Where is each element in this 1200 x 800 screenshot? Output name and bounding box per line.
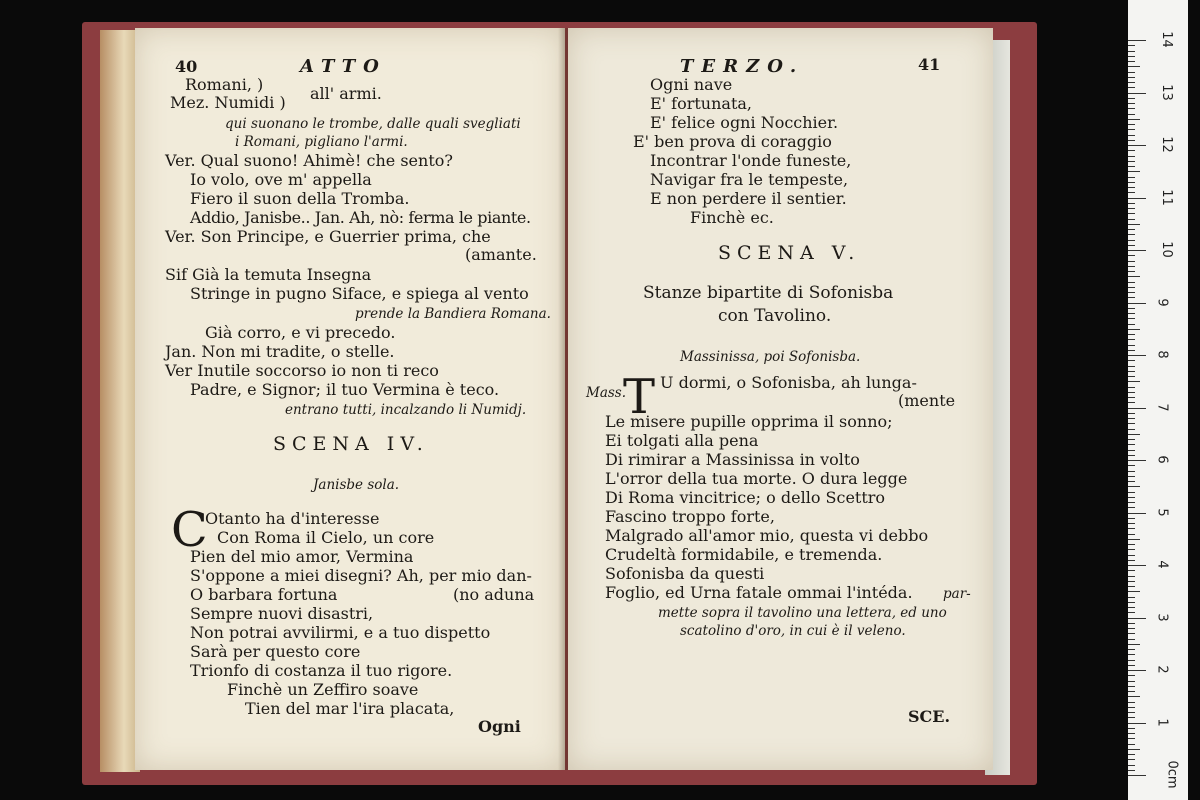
text-line: E' ben prova di coraggio [633,132,832,151]
ruler-number: 8 [1154,350,1170,359]
ruler-tick [1128,245,1135,246]
text-line: Romani, ) [185,75,264,94]
ruler-number: 11 [1158,188,1174,206]
aria-line: Otanto ha d'interesse [205,509,380,528]
ruler-tick [1128,775,1146,776]
speech-line: Ei tolgati alla pena [605,431,759,450]
ruler-tick [1128,618,1146,619]
ruler-tick [1128,93,1146,94]
ruler-tick [1128,203,1135,204]
ruler-tick [1128,607,1135,608]
ruler-tick [1128,549,1135,550]
ruler-tick [1128,518,1135,519]
ruler-tick [1128,733,1135,734]
ruler-tick [1128,129,1135,130]
ruler-tick [1128,156,1135,157]
ruler-tick [1128,591,1140,592]
ruler-tick [1128,276,1140,277]
ruler-tick [1128,502,1135,503]
speech-line: L'orror della tua morte. O dura legge [605,469,908,488]
ruler-tick [1128,334,1135,335]
ruler-tick [1128,654,1135,655]
page-number: 40 [175,57,198,76]
ruler-tick [1128,681,1135,682]
aria-line: Pien del mio amor, Vermina [190,547,414,566]
ruler-tick [1128,418,1135,419]
speech-line: Sofonisba da questi [605,564,765,583]
ruler-tick [1128,182,1135,183]
ruler-tick [1128,145,1146,146]
ruler-number: 0cm [1164,760,1180,789]
ruler-tick [1128,240,1135,241]
ruler-tick [1128,696,1140,697]
catchword: Ogni [478,717,521,736]
text-line: E' fortunata, [650,94,752,113]
ruler-tick [1128,602,1135,603]
ruler-tick [1128,140,1135,141]
page-number: 41 [918,55,941,74]
ruler-number: 1 [1154,717,1170,727]
aria-line: Sempre nuovi disastri, [190,604,374,623]
ruler-tick [1128,765,1135,766]
ruler-number: 12 [1158,136,1174,153]
speaker-label: Mass. [586,385,627,401]
speech-line: Di Roma vincitrice; o dello Scettro [605,488,886,507]
ruler-tick [1128,266,1135,267]
ruler-tick [1128,744,1135,745]
ruler-tick [1128,392,1135,393]
ruler-number: 2 [1154,665,1170,674]
ruler-tick [1128,77,1135,78]
ruler-tick [1128,56,1135,57]
text-line: Finchè ec. [690,208,774,227]
ruler-tick [1128,455,1135,456]
ruler-number: 4 [1154,560,1170,569]
ruler-tick [1128,229,1135,230]
ruler-tick [1128,660,1135,661]
ruler-tick [1128,513,1146,514]
ruler-tick [1128,261,1135,262]
ruler-tick [1128,282,1135,283]
ruler-tick [1128,98,1135,99]
ruler-tick [1128,402,1135,403]
stage-direction: mette sopra il tavolino una lettera, ed uno [658,605,947,621]
ruler-tick [1128,686,1135,687]
ruler-tick [1128,439,1135,440]
ruler-tick [1128,371,1135,372]
ruler-tick [1128,124,1135,125]
ruler-tick [1128,66,1140,67]
aria-line: S'oppone a miei disegni? Ah, per mio dan- [190,566,532,585]
ruler-tick [1128,612,1135,613]
ruler-tick [1128,507,1135,508]
text-line: Jan. Non mi tradite, o stelle. [165,342,395,361]
ruler-tick [1128,297,1135,298]
text-line: Mez. Numidi ) [170,93,286,112]
aria-line: O barbara fortuna [190,585,338,604]
ruler-tick [1128,397,1135,398]
ruler-tick [1128,759,1135,760]
ruler-tick [1128,224,1140,225]
ruler-tick [1128,717,1135,718]
ruler-tick [1128,649,1135,650]
text-line: Io volo, ove m' appella [190,170,372,189]
ruler-tick [1128,250,1146,251]
text-line: Ver. Qual suono! Ahimè! che sento? [165,151,453,170]
ruler-number: 13 [1158,83,1174,101]
ruler-tick [1128,555,1135,556]
aria-line: Con Roma il Cielo, un core [217,528,435,547]
ruler-tick [1128,171,1140,172]
text-line: Navigar fra le tempeste, [650,170,849,189]
ruler-tick [1128,738,1135,739]
ruler-tick [1128,339,1135,340]
aria-line: Tien del mar l'ira placata, [245,699,455,718]
ruler-tick [1128,586,1135,587]
running-head: TERZO. [680,56,805,77]
ruler-tick [1128,539,1140,540]
text-line: E non perdere il sentier. [650,189,847,208]
ruler-tick [1128,114,1135,115]
stage-direction: entrano tutti, incalzando li Numidj. [285,402,527,418]
ruler-tick [1128,749,1140,750]
scene-heading: SCENA V. [718,242,861,264]
ruler-tick [1128,271,1135,272]
text-line: Addio, Janisbe.. Jan. Ah, nò: ferma le piante. [190,208,531,227]
ruler-tick [1128,408,1146,409]
ruler-tick [1128,523,1135,524]
ruler-tick [1128,161,1135,162]
ruler-tick [1128,465,1135,466]
aria-line: Trionfo di costanza il tuo rigore. [190,661,453,680]
ruler-tick [1128,150,1135,151]
ruler-number: 6 [1154,455,1170,464]
ruler-tick [1128,623,1135,624]
ruler-tick [1128,434,1140,435]
aria-line: Sarà per questo core [190,642,361,661]
ruler-tick [1128,103,1135,104]
stage-direction: prende la Bandiera Romana. [355,306,551,322]
ruler-tick [1128,40,1146,41]
ruler-tick [1128,177,1135,178]
ruler-number: 10 [1158,241,1174,258]
ruler-tick [1128,255,1135,256]
page-edges-left [100,30,140,772]
ruler-tick [1128,308,1135,309]
ruler-tick [1128,639,1135,640]
ruler-tick [1128,366,1135,367]
ruler-tick [1128,166,1135,167]
text-line: Padre, e Signor; il tuo Vermina è teco. [190,380,500,399]
ruler-tick [1128,481,1135,482]
ruler-tick [1128,644,1140,645]
ruler-tick [1128,413,1135,414]
speech-line: Foglio, ed Urna fatale ommai l'intéda. [605,583,913,602]
text-line: Ver. Son Principe, e Guerrier prima, che [165,227,491,246]
ruler-tick [1128,213,1135,214]
ruler-tick [1128,576,1135,577]
ruler-tick [1128,728,1135,729]
drop-cap: C [171,502,208,558]
ruler-tick [1128,476,1135,477]
aria-line: (no aduna [453,585,535,604]
text-line: all' armi. [310,84,382,103]
ruler-tick [1128,581,1135,582]
ruler-tick [1128,135,1135,136]
ruler-tick [1128,350,1135,351]
ruler-tick [1128,565,1146,566]
ruler-tick [1128,329,1140,330]
ruler-tick [1128,208,1135,209]
ruler-tick [1128,675,1135,676]
characters-line: Massinissa, poi Sofonisba. [680,349,861,365]
speech-line: Fascino troppo forte, [605,507,775,526]
ruler-tick [1128,198,1146,199]
aria-line: Non potrai avvilirmi, e a tuo dispetto [190,623,491,642]
ruler-tick [1128,534,1135,535]
ruler-tick [1128,597,1135,598]
ruler-tick [1128,670,1146,671]
text-line: Ogni nave [650,75,733,94]
ruler-tick [1128,707,1135,708]
setting-line: Stanze bipartite di Sofonisba [643,283,894,303]
scene-heading: SCENA IV. [273,433,429,455]
ruler-tick [1128,712,1135,713]
ruler-number: 3 [1154,612,1170,622]
left-page [135,28,565,770]
ruler-tick [1128,345,1135,346]
text-line: Stringe in pugno Siface, e spiega al vento [190,284,529,303]
text-line: Incontrar l'onde funeste, [650,151,852,170]
ruler-tick [1128,691,1135,692]
stage-direction: scatolino d'oro, in cui è il veleno. [680,623,906,639]
text-line: E' felice ogni Nocchier. [650,113,839,132]
ruler-tick [1128,460,1146,461]
ruler-tick [1128,444,1135,445]
stage-direction: qui suonano le trombe, dalle quali svegliati [225,116,521,132]
ruler-tick [1128,560,1135,561]
ruler-tick [1128,360,1135,361]
ruler-number: 7 [1154,402,1170,412]
ruler-tick [1128,324,1135,325]
ruler-tick [1128,570,1135,571]
ruler-tick [1128,355,1146,356]
ruler-tick [1128,45,1135,46]
ruler-tick [1128,450,1135,451]
speech-line: (mente [898,391,956,410]
ruler-tick [1128,544,1135,545]
ruler-tick [1128,486,1140,487]
ruler-tick [1128,770,1135,771]
ruler-tick [1128,633,1135,634]
text-line: Già corro, e vi precedo. [205,323,396,342]
ruler-tick [1128,303,1146,304]
ruler-tick [1128,287,1135,288]
ruler-tick [1128,82,1135,83]
ruler-tick [1128,754,1135,755]
catchword: SCE. [908,707,951,726]
ruler-tick [1128,192,1135,193]
ruler-number: 9 [1154,297,1170,307]
ruler-tick [1128,628,1135,629]
ruler-tick [1128,665,1135,666]
ruler-tick [1128,423,1135,424]
scene-subtitle: Janisbe sola. [313,477,400,493]
stage-direction: par- [943,586,971,602]
ruler-tick [1128,51,1135,52]
ruler-tick [1128,87,1135,88]
ruler-tick [1128,187,1135,188]
ruler-tick [1128,381,1140,382]
ruler-tick [1128,72,1135,73]
ruler-tick [1128,471,1135,472]
ruler-tick [1128,61,1135,62]
ruler-tick [1128,497,1135,498]
ruler-tick [1128,723,1146,724]
ruler-number: 5 [1154,507,1170,517]
ruler-tick [1128,318,1135,319]
text-line: Sif Già la temuta Insegna [165,265,372,284]
aria-line: Finchè un Zeffiro soave [227,680,419,699]
ruler-tick [1128,702,1135,703]
ruler-tick [1128,108,1135,109]
drop-cap: T [623,369,656,425]
ruler-tick [1128,119,1140,120]
ruler-tick [1128,492,1135,493]
ruler-tick [1128,429,1135,430]
ruler-tick [1128,387,1135,388]
speech-line: Crudeltà formidabile, e tremenda. [605,545,883,564]
ruler-tick [1128,313,1135,314]
ruler-tick [1128,528,1135,529]
text-line: (amante. [465,245,537,264]
ruler-tick [1128,234,1135,235]
text-line: Fiero il suon della Tromba. [190,189,410,208]
speech-line: Di rimirar a Massinissa in volto [605,450,860,469]
measurement-ruler [1128,0,1188,800]
right-page [568,28,993,770]
ruler-number: 14 [1158,31,1174,48]
ruler-tick [1128,292,1135,293]
speech-line: Le misere pupille opprima il sonno; [605,412,893,431]
running-head: ATTO [300,56,387,77]
speech-line: Malgrado all'amor mio, questa vi debbo [605,526,929,545]
ruler-tick [1128,219,1135,220]
setting-line: con Tavolino. [718,306,832,326]
text-line: Ver Inutile soccorso io non ti reco [165,361,439,380]
stage-direction: i Romani, pigliano l'armi. [235,134,408,150]
speech-line: U dormi, o Sofonisba, ah lunga- [660,373,917,392]
ruler-tick [1128,376,1135,377]
